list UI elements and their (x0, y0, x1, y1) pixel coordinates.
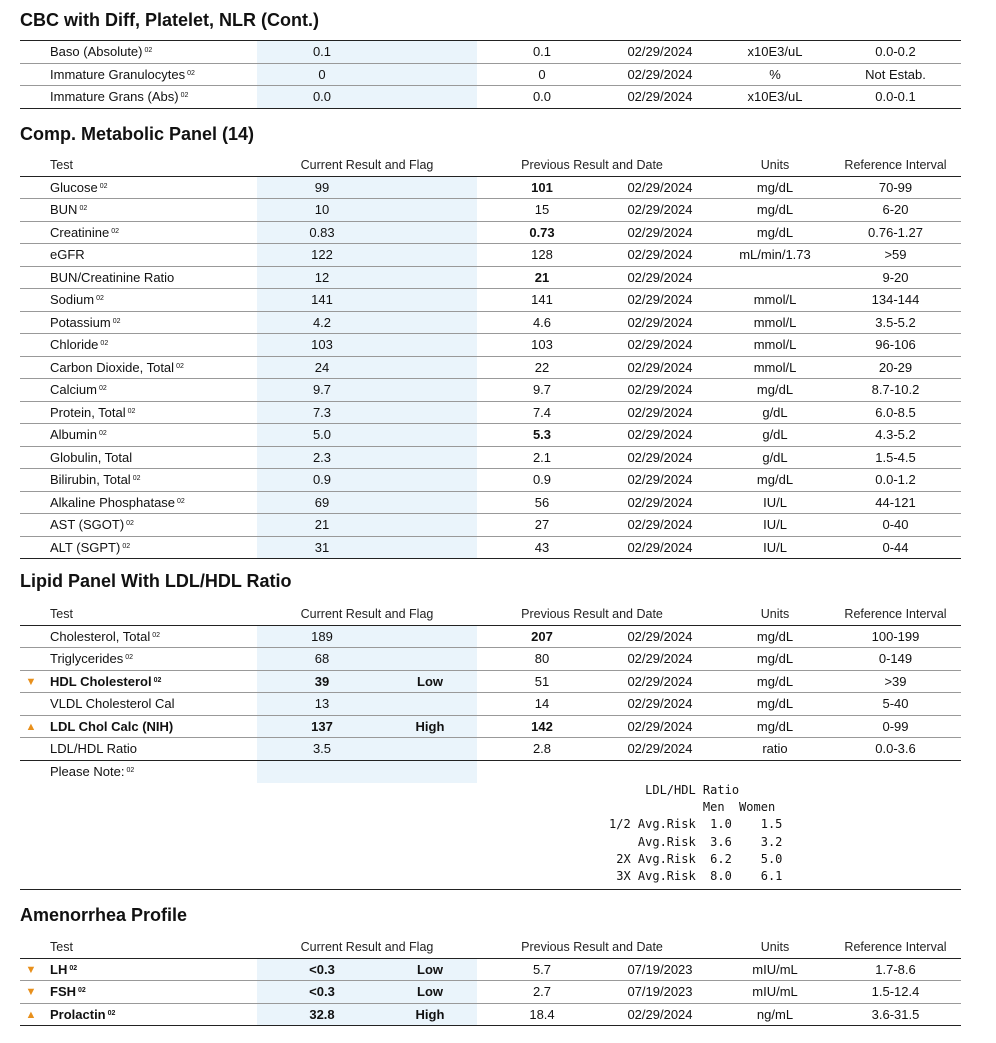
header-units: Units (760, 607, 790, 621)
units: mmol/L (753, 337, 797, 352)
footnote-ref: 02 (180, 92, 189, 99)
units: % (769, 66, 781, 82)
test-name (50, 671, 161, 693)
current-column-shade (257, 761, 477, 783)
units: mg/dL (756, 382, 794, 397)
previous-result: 7.4 (532, 404, 552, 420)
previous-result: 5.7 (532, 961, 552, 977)
units: mg/dL (756, 673, 794, 689)
footnote-ref: 02 (152, 631, 161, 639)
table-row (20, 222, 961, 245)
units: x10E3/uL (747, 44, 803, 59)
header-previous: Previous Result and Date (521, 158, 663, 172)
footnote-ref: 02 (111, 227, 120, 235)
please-note-label (50, 761, 134, 783)
ldl-hdl-ratio-table: LDL/HDL Ratio Men Women 1/2 Avg.Risk 1.0 1.5 Avg.Risk 3.6 3.2 2X Avg.Risk 6.2 5.0 3X Avg.Risk 8.0 6.1 (609, 783, 783, 884)
reference-interval: 0-40 (882, 517, 909, 532)
result-flag: Low (417, 961, 443, 977)
result-flag: Low (417, 984, 443, 999)
footnote-ref: 02 (126, 766, 135, 774)
test-name-text: Glucose (50, 179, 98, 195)
test-name-text: Globulin, Total (50, 449, 133, 465)
test-name-text: BUN/Creatinine Ratio (50, 269, 175, 285)
current-result: 10 (314, 202, 330, 217)
footnote-ref: 02 (122, 542, 131, 550)
table-row (20, 357, 961, 380)
header-units: Units (760, 158, 790, 172)
test-name (50, 312, 121, 334)
previous-result: 56 (534, 494, 550, 510)
current-result: 137 (311, 718, 333, 734)
previous-date: 07/19/2023 (627, 961, 693, 977)
test-name-text: LDL/HDL Ratio (50, 741, 137, 756)
units (710, 267, 840, 289)
header-current: Current Result and Flag (300, 158, 434, 172)
table-row (20, 626, 961, 649)
table-row (20, 716, 961, 739)
reference-interval: 3.5-5.2 (875, 314, 916, 330)
table-row (20, 402, 961, 425)
previous-result: 2.7 (532, 984, 552, 999)
test-name-text: Prolactin (50, 1006, 106, 1022)
previous-result: 207 (531, 628, 553, 644)
low-flag-icon: ▼ (25, 986, 37, 998)
previous-date: 02/29/2024 (627, 404, 693, 420)
reference-interval: 6-20 (882, 202, 909, 217)
current-result: 39 (314, 673, 330, 689)
result-flag: Low (417, 673, 443, 689)
units: ratio (762, 741, 788, 756)
reference-interval: 3.6-31.5 (871, 1006, 920, 1022)
footnote-ref: 02 (132, 475, 141, 482)
table-row (20, 199, 961, 222)
current-result: 141 (311, 292, 333, 307)
previous-result: 2.8 (532, 741, 552, 756)
test-name (50, 626, 160, 648)
table-row (20, 177, 961, 200)
test-name (50, 334, 108, 356)
reference-interval: 0-99 (882, 718, 909, 734)
footnote-ref: 02 (153, 676, 162, 684)
test-name (50, 222, 119, 244)
table-row (20, 86, 961, 109)
test-name-text: Baso (Absolute) (50, 44, 143, 59)
test-name-text: HDL Cholesterol (50, 673, 152, 689)
result-flag: High (415, 718, 445, 734)
reference-interval: 96-106 (875, 337, 916, 352)
previous-date: 02/29/2024 (627, 337, 693, 352)
previous-date: 02/29/2024 (627, 517, 693, 532)
table-row (20, 312, 961, 335)
header-test: Test (50, 940, 73, 954)
current-result: 7.3 (312, 404, 332, 420)
previous-date: 02/29/2024 (627, 628, 693, 644)
reference-interval: 0.0-0.1 (875, 89, 916, 104)
section-title-cbc: CBC with Diff, Platelet, NLR (Cont.) (20, 10, 319, 30)
footnote-ref: 02 (126, 520, 134, 527)
current-result: 103 (311, 337, 333, 352)
previous-date: 02/29/2024 (627, 449, 693, 465)
section-title-cmp: Comp. Metabolic Panel (14) (20, 124, 255, 144)
test-name (50, 738, 137, 760)
table-row (20, 424, 961, 447)
footnote-ref: 02 (100, 340, 109, 347)
current-result: 13 (314, 696, 330, 711)
test-name (50, 177, 108, 199)
low-flag-icon: ▼ (25, 963, 37, 976)
reference-interval: 0.0-3.6 (875, 741, 916, 756)
current-result: 4.2 (312, 314, 332, 330)
table-row (20, 64, 961, 87)
table-row (20, 738, 961, 761)
units: g/dL (762, 449, 788, 465)
table-row (20, 648, 961, 671)
previous-date: 02/29/2024 (627, 359, 693, 375)
header-previous: Previous Result and Date (521, 607, 663, 621)
test-name (50, 41, 152, 63)
current-result: 68 (314, 651, 330, 666)
test-name-text: BUN (50, 202, 78, 217)
current-result: 189 (311, 628, 333, 644)
current-result: 0 (318, 66, 326, 82)
previous-result: 0.0 (532, 89, 552, 104)
header-reference: Reference Interval (844, 158, 947, 172)
test-name (50, 199, 87, 221)
header-current: Current Result and Flag (300, 940, 434, 954)
header-previous: Previous Result and Date (521, 940, 663, 954)
current-result: 24 (314, 359, 330, 375)
table-row (20, 1004, 961, 1027)
units: mg/dL (756, 472, 794, 487)
footnote-ref: 02 (78, 987, 86, 994)
current-result: 99 (314, 179, 330, 195)
test-name (50, 537, 130, 559)
table-row (20, 379, 961, 402)
test-name (50, 469, 141, 491)
test-name (50, 402, 135, 424)
previous-result: 142 (531, 718, 553, 734)
previous-result: 43 (534, 539, 550, 555)
previous-date: 02/29/2024 (627, 247, 693, 262)
reference-interval: 100-199 (871, 628, 920, 644)
table-row (20, 514, 961, 537)
test-name (50, 86, 188, 108)
table-row (20, 981, 961, 1004)
current-result: 3.5 (312, 741, 332, 756)
footnote-ref: 02 (79, 205, 88, 212)
footnote-ref: 02 (69, 964, 78, 972)
test-name-text: Immature Granulocytes (50, 66, 186, 82)
please-note-row (20, 761, 961, 783)
previous-result: 128 (531, 247, 553, 262)
reference-interval: 6.0-8.5 (875, 404, 916, 420)
current-result: 122 (311, 247, 333, 262)
reference-interval: 0.0-1.2 (875, 472, 916, 487)
previous-result: 103 (531, 337, 553, 352)
test-name-text: LDL Chol Calc (NIH) (50, 718, 174, 734)
units: mg/dL (756, 696, 794, 711)
previous-result: 27 (534, 517, 550, 532)
units: IU/L (763, 517, 787, 532)
table-row (20, 469, 961, 492)
reference-interval: 0.76-1.27 (868, 224, 923, 240)
units: mg/dL (756, 179, 794, 195)
previous-date: 02/29/2024 (627, 696, 693, 711)
current-result: 12 (314, 269, 330, 285)
previous-result: 18.4 (529, 1006, 555, 1022)
reference-interval: >39 (884, 673, 907, 689)
please-note-text: Please Note: (50, 763, 125, 779)
test-name-text: Immature Grans (Abs) (50, 89, 179, 104)
previous-result: 0.73 (529, 224, 555, 240)
header-reference: Reference Interval (844, 940, 947, 954)
previous-date: 02/29/2024 (627, 382, 693, 397)
section-title-lipid: Lipid Panel With LDL/HDL Ratio (20, 571, 292, 591)
previous-date: 02/29/2024 (627, 427, 693, 442)
footnote-ref: 02 (125, 654, 133, 661)
test-name (50, 981, 86, 1003)
section-title-amenorrhea: Amenorrhea Profile (20, 905, 188, 925)
test-name (50, 289, 104, 311)
test-name-text: AST (SGOT) (50, 517, 125, 532)
result-flag: High (415, 1006, 445, 1022)
previous-date: 02/29/2024 (627, 292, 693, 307)
reference-interval: 4.3-5.2 (875, 427, 916, 442)
units: mL/min/1.73 (739, 247, 811, 262)
previous-result: 22 (534, 359, 550, 375)
previous-result: 0.9 (532, 472, 552, 487)
current-result: 32.8 (309, 1006, 335, 1022)
units: mg/dL (756, 651, 794, 666)
units: IU/L (763, 539, 787, 555)
reference-interval: 9-20 (882, 269, 909, 285)
reference-interval: 0-149 (878, 651, 913, 666)
units: IU/L (763, 494, 787, 510)
footnote-ref: 02 (112, 317, 121, 325)
test-name-text: Alkaline Phosphatase (50, 494, 176, 510)
test-name-text: Protein, Total (50, 404, 126, 420)
current-result: 2.3 (312, 449, 332, 465)
test-name (50, 693, 175, 715)
table-row (20, 492, 961, 515)
reference-interval: 20-29 (878, 359, 913, 375)
test-name-text: eGFR (50, 247, 85, 262)
test-name-text: Creatinine (50, 224, 110, 240)
test-name (50, 267, 174, 289)
previous-result: 2.1 (532, 449, 552, 465)
table-row (20, 447, 961, 470)
units: ng/mL (756, 1006, 794, 1022)
lipid-table (20, 603, 961, 783)
table-header (20, 936, 961, 959)
header-current: Current Result and Flag (300, 607, 434, 621)
units: mmol/L (753, 292, 797, 307)
test-name (50, 244, 85, 266)
current-result: 0.0 (312, 89, 332, 104)
current-result: <0.3 (309, 961, 335, 977)
cmp-table (20, 154, 961, 559)
table-row (20, 244, 961, 267)
footnote-ref: 02 (99, 182, 108, 190)
table-row (20, 537, 961, 560)
test-name-text: Chloride (50, 337, 99, 352)
previous-result: 5.3 (532, 427, 552, 442)
previous-result: 21 (534, 269, 550, 285)
test-name-text: ALT (SGPT) (50, 539, 121, 555)
table-row (20, 289, 961, 312)
previous-date: 07/19/2023 (627, 984, 693, 999)
test-name (50, 379, 107, 401)
footnote-ref: 02 (98, 430, 107, 437)
previous-date: 02/29/2024 (627, 539, 693, 555)
units: mg/dL (756, 628, 794, 644)
test-name-text: Albumin (50, 427, 97, 442)
high-flag-icon: ▲ (25, 720, 37, 733)
units: x10E3/uL (747, 89, 803, 104)
previous-result: 15 (534, 202, 550, 217)
previous-result: 14 (534, 696, 550, 711)
footnote-ref: 02 (144, 47, 153, 54)
reference-interval: 1.7-8.6 (875, 961, 916, 977)
footnote-ref: 02 (176, 362, 184, 370)
previous-date: 02/29/2024 (627, 224, 693, 240)
table-header (20, 154, 961, 177)
test-name (50, 424, 107, 446)
reference-interval: 70-99 (878, 179, 913, 195)
reference-interval: 1.5-12.4 (871, 984, 920, 999)
reference-interval: 0-44 (882, 539, 909, 555)
units: mIU/mL (752, 961, 798, 977)
current-result: 9.7 (312, 382, 332, 397)
reference-interval: 1.5-4.5 (875, 449, 916, 465)
test-name (50, 514, 134, 536)
previous-result: 9.7 (532, 382, 552, 397)
test-name-text: VLDL Cholesterol Cal (50, 696, 175, 711)
previous-date: 02/29/2024 (627, 314, 693, 330)
current-result: 0.1 (312, 44, 332, 59)
previous-date: 02/29/2024 (627, 718, 693, 734)
units: mIU/mL (752, 984, 798, 999)
reference-interval: >59 (884, 247, 907, 262)
table-header (20, 603, 961, 626)
test-name-text: LH (50, 961, 68, 977)
test-name-text: Cholesterol, Total (50, 628, 151, 644)
test-name (50, 716, 173, 738)
previous-date: 02/29/2024 (627, 89, 693, 104)
test-name-text: Carbon Dioxide, Total (50, 359, 175, 375)
reference-interval: 0.0-0.2 (875, 44, 916, 59)
previous-date: 02/29/2024 (627, 179, 693, 195)
units: mg/dL (756, 224, 794, 240)
previous-date: 02/29/2024 (627, 1006, 693, 1022)
units: g/dL (762, 427, 788, 442)
current-result: 0.9 (312, 472, 332, 487)
previous-date: 02/29/2024 (627, 202, 693, 217)
current-result: 0.83 (309, 224, 335, 240)
previous-date: 02/29/2024 (627, 44, 693, 59)
current-result: <0.3 (309, 984, 335, 999)
test-name (50, 648, 133, 670)
table-row (20, 671, 961, 694)
low-flag-icon: ▼ (25, 675, 37, 688)
units: mg/dL (756, 718, 794, 734)
previous-date: 02/29/2024 (627, 651, 693, 666)
table-row (20, 334, 961, 357)
footnote-ref: 02 (96, 295, 104, 302)
footnote-ref: 02 (98, 385, 107, 392)
table-row (20, 959, 961, 982)
table-row (20, 693, 961, 716)
test-name (50, 492, 185, 514)
test-name (50, 357, 184, 379)
table-row (20, 41, 961, 64)
current-result: 5.0 (312, 427, 332, 442)
cbc-table (20, 41, 961, 109)
previous-result: 141 (531, 292, 553, 307)
units: mmol/L (753, 359, 797, 375)
amenorrhea-table (20, 936, 961, 1026)
table-row (20, 267, 961, 290)
current-result: 31 (314, 539, 330, 555)
reference-interval: 5-40 (882, 696, 909, 711)
previous-result: 51 (534, 673, 550, 689)
test-name (50, 64, 195, 86)
current-result: 21 (314, 517, 330, 532)
previous-date: 02/29/2024 (627, 269, 693, 285)
header-test: Test (50, 158, 73, 172)
current-result: 69 (314, 494, 330, 510)
units: g/dL (762, 404, 788, 420)
footnote-ref: 02 (127, 407, 136, 415)
previous-result: 0.1 (532, 44, 552, 59)
previous-date: 02/29/2024 (627, 741, 693, 756)
header-reference: Reference Interval (844, 607, 947, 621)
units: mg/dL (756, 202, 794, 217)
header-test: Test (50, 607, 73, 621)
reference-interval: 44-121 (875, 494, 916, 510)
test-name (50, 447, 132, 469)
previous-result: 0 (538, 66, 546, 82)
previous-result: 4.6 (532, 314, 552, 330)
test-name-text: Bilirubin, Total (50, 472, 131, 487)
test-name (50, 959, 77, 981)
test-name-text: Sodium (50, 292, 95, 307)
test-name-text: Potassium (50, 314, 111, 330)
test-name-text: FSH (50, 984, 76, 999)
previous-date: 02/29/2024 (627, 673, 693, 689)
reference-interval: Not Estab. (865, 66, 926, 82)
footnote-ref: 02 (187, 69, 195, 77)
divider (20, 889, 961, 890)
test-name-text: Calcium (50, 382, 97, 397)
footnote-ref: 02 (177, 497, 185, 505)
reference-interval: 8.7-10.2 (871, 382, 920, 397)
footnote-ref: 02 (107, 1009, 116, 1017)
test-name-text: Triglycerides (50, 651, 124, 666)
previous-date: 02/29/2024 (627, 472, 693, 487)
previous-date: 02/29/2024 (627, 66, 693, 82)
header-units: Units (760, 940, 790, 954)
previous-result: 101 (531, 179, 553, 195)
test-name (50, 1004, 115, 1026)
previous-result: 80 (534, 651, 550, 666)
reference-interval: 134-144 (871, 292, 920, 307)
units: mmol/L (753, 314, 797, 330)
previous-date: 02/29/2024 (627, 494, 693, 510)
high-flag-icon: ▲ (25, 1008, 37, 1021)
